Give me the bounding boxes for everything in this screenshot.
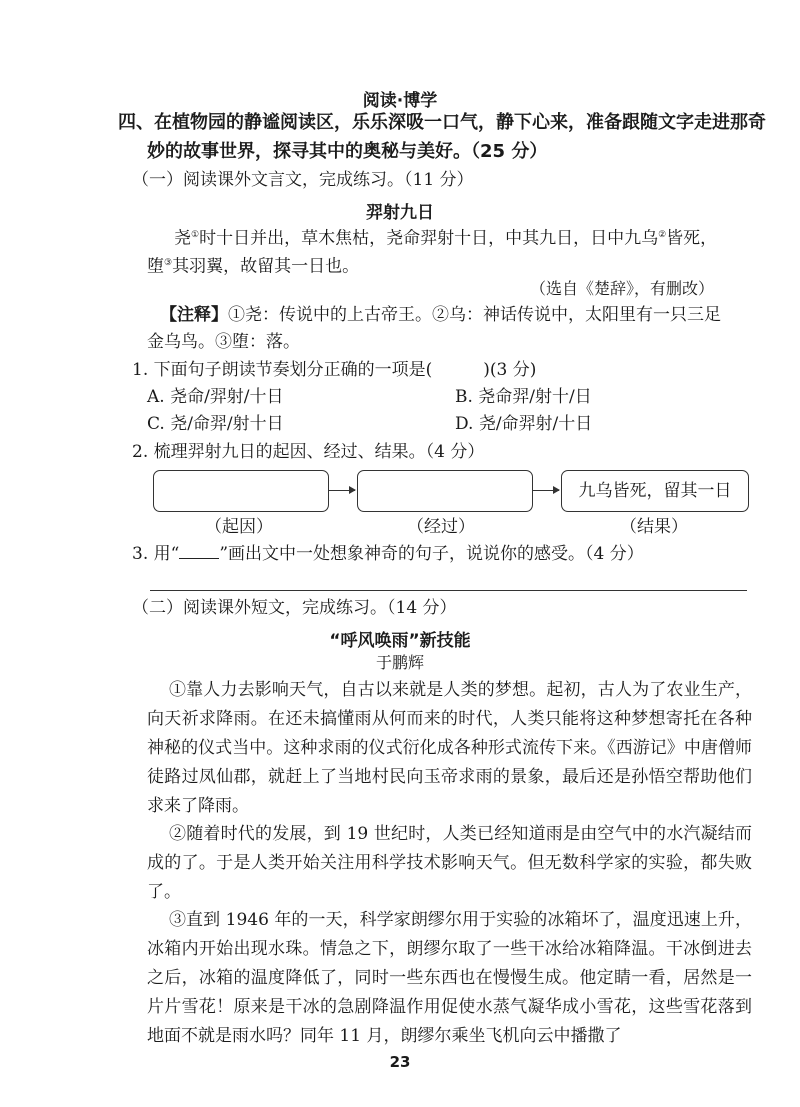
part2-paragraph-3: ③直到 1946 年的一天，科学家朗缪尔用于实验的冰箱坏了，温度迅速上升，冰箱内开始出现水珠。情急之下，朗缪尔取了一些干冰给冰箱降温。干冰倒进去之后，冰箱的温度降低了，同时一些东西也在慢慢生成。他定睛一看，居然是一片片雪花！原来是干冰的急剧降温作用促使水蒸气凝华成小雪花，这些雪花落到地面不就是雨水吗？同年 11 月，朗缪尔乘坐飞机向云中播撒了 xyxy=(147,910,752,1046)
part1-text-line-1: 尧①时十日并出，草木焦枯，尧命羿射十日，中其九日，日中九乌②皆死， xyxy=(174,228,718,249)
option-b: B. 尧命羿/射十/日 xyxy=(455,387,592,407)
flow-label-cause: （起因） xyxy=(205,517,273,537)
question-4-line-2: 妙的故事世界，探寻其中的奥秘与美好。（25 分） xyxy=(147,141,548,162)
page-number: 23 xyxy=(389,1053,411,1071)
part2-heading: （二）阅读课外短文，完成练习。（14 分） xyxy=(132,598,457,618)
option-d: D. 尧/命羿射/十日 xyxy=(455,414,593,434)
part1-text-line-2: 堕③其羽翼，故留其一日也。 xyxy=(147,256,360,277)
part1-note-line-2: 金乌鸟。③堕：落。 xyxy=(147,332,300,352)
part1-heading: （一）阅读课外文言文，完成练习。（11 分） xyxy=(132,170,474,190)
part1-title: 羿射九日 xyxy=(366,203,434,223)
answer-line[interactable] xyxy=(150,590,747,591)
question-3: 3. 用“ ”画出文中一处想象神奇的句子，说说你的感受。（4 分） xyxy=(132,544,644,564)
note-label: 【注释】 xyxy=(160,305,228,325)
option-a: A. 尧命/羿射/十日 xyxy=(147,387,284,407)
question-1: 1. 下面句子朗读节奏划分正确的一项是( )(3 分) xyxy=(132,360,537,380)
flow-label-process: （经过） xyxy=(407,517,475,537)
section-header: 阅读·博学 xyxy=(362,91,438,111)
option-c: C. 尧/命羿/射十日 xyxy=(147,414,284,434)
part2-title: “呼风唤雨”新技能 xyxy=(329,631,471,651)
part2-author: 于鹏辉 xyxy=(375,653,424,672)
question-4-line-1: 四、在植物园的静谧阅读区，乐乐深吸一口气，静下心来，准备跟随文字走进那奇 xyxy=(118,112,766,133)
flow-box-process[interactable] xyxy=(357,470,533,512)
flow-box-result xyxy=(561,470,749,512)
flow-box-cause[interactable] xyxy=(153,470,329,512)
flow-label-result: （结果） xyxy=(620,517,688,537)
underline-blank xyxy=(179,544,219,559)
flow-arrow-2 xyxy=(533,490,559,491)
part1-source: （选自《楚辞》，有删改） xyxy=(530,279,715,298)
flow-arrow-1 xyxy=(329,490,355,491)
part2-paragraph-2: ②随着时代的发展，到 19 世纪时，人类已经知道雨是由空气中的水汽凝结而成的了。于是人类开始关注用科学技术影响天气。但无数科学家的实验，都失败了。 xyxy=(147,824,752,902)
part2-paragraph-1: ①靠人力去影响天气，自古以来就是人类的梦想。起初，古人为了农业生产，向天祈求降雨。在还未搞懂雨从何而来的时代，人类只能将这种梦想寄托在各种神秘的仪式当中。这种求雨的仪式衍化成各种形式流传下来。《西游记》中唐僧师徒路过凤仙郡，就赶上了当地村民向玉帝求雨的景象，最后还是孙悟空帮助他们求来了降雨。 xyxy=(147,680,752,816)
flow-box-result-text: 九乌皆死，留其一日 xyxy=(578,481,732,501)
part1-note-line-1: 【注释】①尧：传说中的上古帝王。②乌：神话传说中，太阳里有一只三足 xyxy=(160,305,721,325)
question-2: 2. 梳理羿射九日的起因、经过、结果。（4 分） xyxy=(132,442,485,462)
